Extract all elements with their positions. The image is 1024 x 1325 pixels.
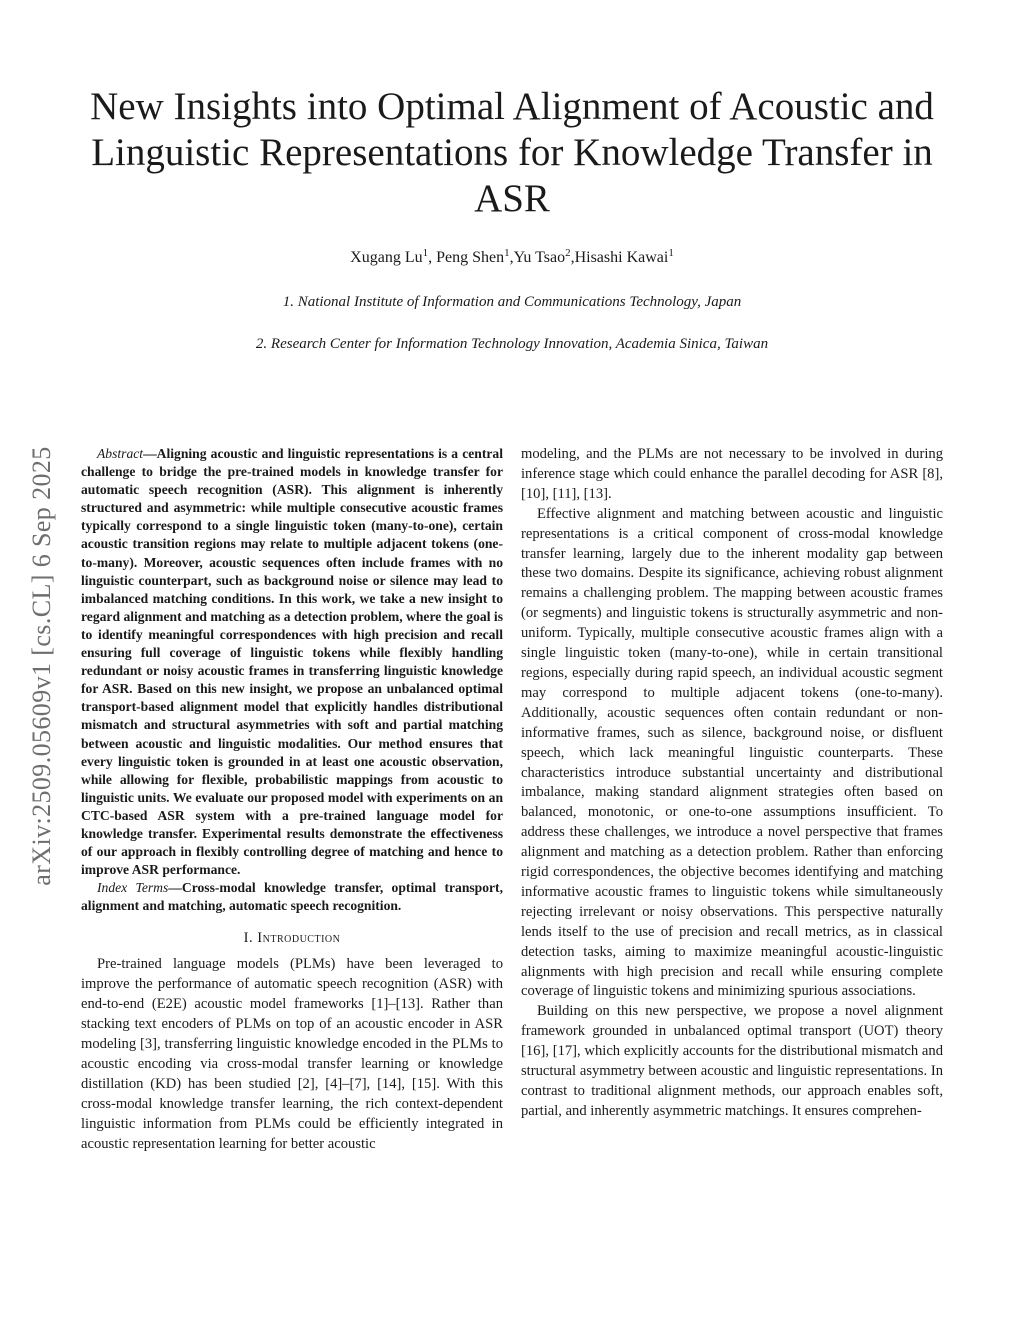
abstract-label: Abstract — [97, 446, 144, 461]
author-affiliation-mark: 1 — [504, 247, 510, 259]
abstract: Abstract—Aligning acoustic and linguistic representations is a central challenge to bridge the pre-trained models in knowledge transfer for automatic speech recognition (ASR). This alignment is inherently structured and asymmetric: while multiple consecutive acoustic frames typically correspond to a single linguistic token (many-to-one), certain acoustic transition regions may relate to multiple adjacent tokens (one-to-many). Moreover, acoustic sequences often include frames with no linguistic counterpart, such as background noise or silence may lead to imbalanced matching conditions. In this work, we take a new insight to regard alignment and matching as a detection problem, where the goal is to identify meaningful correspondences with high precision and recall ensuring full coverage of linguistic tokens while flexibly handling redundant or noisy acoustic frames in transferring linguistic knowledge for ASR. Based on this new insight, we propose an unbalanced optimal transport-based alignment model that explicitly handles distributional mismatch and structural asymmetries with soft and partial matching between acoustic and linguistic modalities. Our method ensures that every linguistic token is grounded in at least one acoustic observation, while allowing for flexible, probabilistic mappings from acoustic to linguistic units. We evaluate our proposed model with experiments on an CTC-based ASR system with a pre-trained language model for knowledge transfer. Experimental results demonstrate the effectiveness of our approach in flexibly controlling degree of matching and hence to improve ASR performance. — [81, 446, 503, 878]
abstract-text: Aligning acoustic and linguistic representations is a central challenge to bridge the pre-trained models in knowledge transfer for automatic speech recognition (ASR). This alignment is inherently structured and asymmetric: while multiple consecutive acoustic frames typically correspond to a single linguistic token (many-to-one), certain acoustic transition regions may relate to multiple adjacent tokens (one-to-many). Moreover, acoustic sequences often include frames with no linguistic counterpart, such as background noise or silence may lead to imbalanced matching conditions. In this work, we take a new insight to regard alignment and matching as a detection problem, where the goal is to identify meaningful correspondences with high precision and recall ensuring full coverage of linguistic tokens while flexibly handling redundant or noisy acoustic frames in transferring linguistic knowledge for ASR. Based on this new insight, we propose an unbalanced optimal transport-based alignment model that explicitly handles distributional mismatch and structural asymmetries with soft and partial matching between acoustic and linguistic modalities. Our method ensures that every linguistic token is grounded in at least one acoustic observation, while allowing for flexible, probabilistic mappings from acoustic to linguistic units. We evaluate our proposed model with experiments on an CTC-based ASR system with a pre-trained language model for knowledge transfer. Experimental results demonstrate the effectiveness of our approach in flexibly controlling degree of matching and hence to improve ASR performance. — [81, 446, 503, 878]
author-affiliation-mark: 1 — [422, 247, 429, 259]
author-name: Hisashi Kawai — [574, 249, 669, 266]
affiliation-2: 2. Research Center for Information Technology Innovation, Academia Sinica, Taiwan — [255, 336, 769, 352]
arxiv-identifier-stamp: arXiv:2509.05609v1 [cs.CL] 6 Sep 2025 — [27, 446, 56, 886]
index-terms-label: Index Terms — [97, 880, 169, 896]
body-paragraph-continuation: modeling, and the PLMs are not necessary to be involved in during inference stage which could enhance the parallel decoding for ASR [8], [10], [11], [13]. — [521, 446, 943, 502]
author-affiliation-mark: 2 — [565, 247, 571, 259]
author-list: Xugang Lu$^1$, Peng Shen$^1$,Yu Tsao$^2$,Hisashi Kawai$^1$ — [350, 247, 674, 266]
paper-title: New Insights into Optimal Alignment of Acoustic and Linguistic Representations for Knowledge Transfer in ASR — [90, 85, 934, 220]
right-column — [521, 445, 943, 1122]
author-name: Peng Shen — [436, 249, 505, 266]
section-heading-introduction: I. Introduction — [243, 930, 341, 947]
author-name: Xugang Lu — [350, 249, 423, 266]
author-affiliation-mark: 1 — [668, 247, 674, 259]
body-paragraph: Effective alignment and matching between acoustic and linguistic representations is a critical component of cross-modal knowledge transfer learning, largely due to the inherent modality gap between these two domains. Despite its significance, achieving robust alignment remains a challenging problem. The mapping between acoustic frames (or segments) and linguistic tokens is structurally asymmetric and non-uniform. Typically, multiple consecutive acoustic frames align with a single linguistic token (many-to-one), while in certain transitional regions, especially during rapid speech, an individual acoustic segment may correspond to multiple adjacent tokens (one-to-many). Additionally, acoustic sequences often contain redundant or non-informative frames, such as silence, background noise, or disfluent speech, which lack meaningful linguistic counterparts. These characteristics introduce substantial uncertainty and distributional imbalance, making standard alignment strategies often based on balanced, monotonic, or one-to-one assumptions insufficient. To address these challenges, we introduce a novel perspective that frames alignment and matching as a detection problem. Rather than enforcing rigid correspondences, the objective becomes identifying and matching informative acoustic frames to linguistic tokens while simultaneously rejecting irrelevant or noisy observations. This perspective naturally lends itself to the use of precision and recall metrics, as in classical detection tasks, aiming to maximize meaningful acoustic-linguistic alignments with high precision and recall while ensuring complete coverage of linguistic tokens and minimizing spurious associations. — [521, 505, 943, 1000]
left-column — [81, 445, 503, 1154]
index-terms-text: Cross-modal knowledge transfer, optimal transport, alignment and matching, automatic speech recognition. — [81, 880, 503, 914]
body-paragraph: Building on this new perspective, we propose a novel alignment framework grounded in unbalanced optimal transport (UOT) theory [16], [17], which explicitly accounts for the distributional mismatch and structural asymmetry between acoustic and linguistic representations. In contrast to traditional alignment methods, our approach enables soft, partial, and inherently asymmetric matchings. It ensures comprehen- — [521, 1003, 943, 1119]
index-terms: Index Terms—Cross-modal knowledge transfer, optimal transport, alignment and matching, automatic speech recognition. — [81, 880, 503, 914]
author-name: Yu Tsao — [513, 249, 566, 266]
body-paragraph: Pre-trained language models (PLMs) have been leveraged to improve the performance of automatic speech recognition (ASR) with end-to-end (E2E) acoustic model frameworks [1]–[13]. Rather than stacking text encoders of PLMs on top of an acoustic encoder in ASR modeling [3], transferring linguistic knowledge encoded in the PLMs to acoustic encoding via cross-modal transfer learning or knowledge distillation (KD) has been studied [2], [4]–[7], [14], [15]. With this cross-modal knowledge transfer learning, the rich context-dependent linguistic information from PLMs could be efficiently integrated in acoustic representation learning for better acoustic — [81, 956, 503, 1152]
affiliation-1: 1. National Institute of Information and Communications Technology, Japan — [282, 294, 742, 310]
